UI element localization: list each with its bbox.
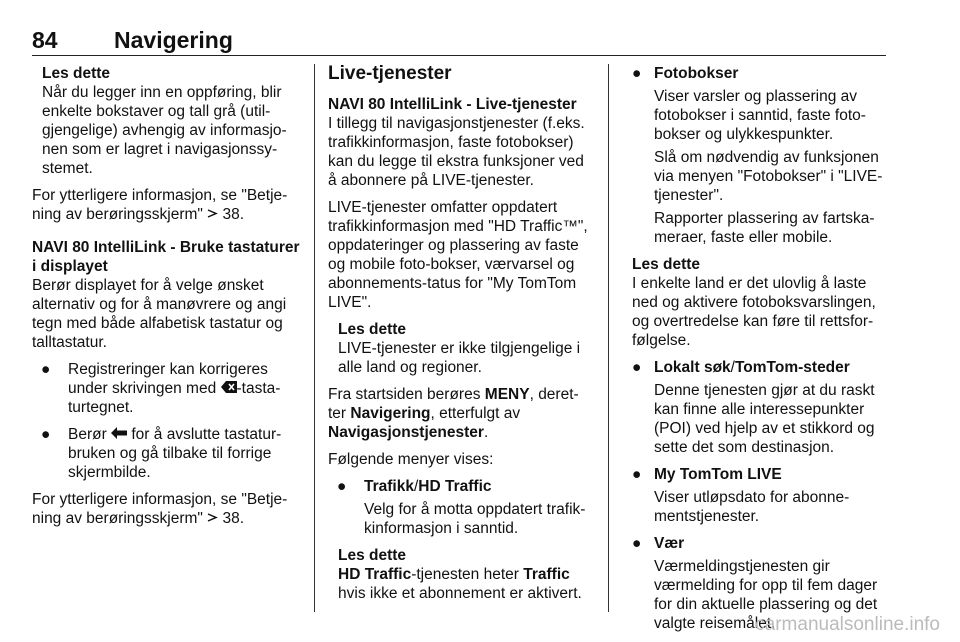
bullet-icon: ● — [632, 466, 642, 483]
note-text: LIVE-tjenester er ikke tilgjengelige i alle land og regioner. — [338, 340, 581, 376]
backspace-key-icon — [221, 379, 237, 398]
note-box — [42, 64, 302, 178]
note-box — [338, 320, 596, 377]
paragraph: Følgende menyer vises: — [328, 451, 494, 468]
menu-label: Navigasjonstjenester — [328, 424, 484, 441]
note-title: Les dette — [338, 321, 407, 338]
section-title: Live-tjenester — [328, 63, 452, 84]
back-arrow-icon — [111, 425, 127, 444]
column-2 — [328, 64, 596, 611]
column-divider — [608, 64, 609, 612]
paragraph: I tillegg til navigasjonstjenester (f.eks. trafikkinformasjon, faste fotobokser) kan du legge til ekstra funksjoner ved å abonnere på LIVE-tjenester. — [328, 115, 585, 189]
bullet-icon: ● — [632, 535, 642, 552]
watermark: carmanualsonline.info — [755, 614, 940, 635]
page-reference-icon — [207, 509, 218, 528]
column-1 — [32, 64, 302, 536]
page-header — [32, 27, 886, 56]
note-box: Les dette HD Traffic-tjenesten heter Traffic hvis ikke et abonnement er aktivert. — [338, 546, 596, 603]
paragraph: For ytterligere informasjon, se "Betje-ning av berøringsskjerm" 38. — [32, 187, 288, 223]
column-divider — [314, 64, 315, 612]
subheading: NAVI 80 IntelliLink - Bruke tastaturer i displayet — [32, 239, 300, 275]
chapter-title: Navigering — [114, 27, 233, 53]
bullet-icon: ● — [41, 426, 51, 443]
note-text: Når du legger inn en oppføring, blir enkelte bokstaver og tall grå (util-gjengelige) avhengig av informasjo-nen som er lagret i navigasjonssy-stemet. — [42, 84, 287, 177]
paragraph: Berør displayet for å velge ønsket alternativ og for å manøvrere og angi tegn med både alfabetisk tastatur og talltastatur. — [32, 277, 287, 351]
paragraph: Fra startsiden berøres MENY, deret-ter Navigering, etterfulgt av Navigasjonstjenester. — [328, 386, 579, 441]
list-item: ● Berør for å avslutte tastatur-bruken og gå tilbake til forrige skjermbilde. — [41, 426, 282, 481]
page-reference: 38. — [222, 510, 245, 527]
note-text: I enkelte land er det ulovlig å laste ned og aktivere fotoboksvarslingen, og overtredelse kan føre til rettsfor-følgelse. — [632, 275, 876, 349]
bullet-icon: ● — [632, 65, 642, 82]
list-item: ● Lokalt søk/TomTom-steder Denne tjenesten gjør at du raskt kan finne alle interessepunkter (POI) ved hjelp av et stikkord og sette det som destinasjon. — [632, 359, 875, 456]
column-3 — [632, 64, 890, 641]
menu-label: Navigering — [350, 405, 431, 422]
list-item: ● Fotobokser Viser varsler og plassering av fotobokser i sanntid, faste foto-bokser og ulykkespunkter. Slå om nødvendig av funksjonen via menyen "Fotobokser" i "LIVE-tjenester". Rapporter plassering av fartska-meraer, faste eller mobile. — [632, 65, 883, 246]
page-number: 84 — [32, 27, 58, 53]
note-title: Les dette — [338, 547, 407, 564]
note-box — [632, 255, 890, 350]
list-item: ● Registreringer kan korrigeres under skrivingen med -tasta-turtegnet. — [41, 361, 281, 416]
bullet-icon: ● — [632, 359, 642, 376]
bullet-icon: ● — [41, 361, 51, 378]
list-item: ● Trafikk/HD Traffic Velg for å motta oppdatert trafik-kinformasjon i sanntid. — [337, 478, 586, 537]
page-reference: 38. — [222, 206, 245, 223]
subheading: NAVI 80 IntelliLink - Live-tjenester — [328, 96, 577, 113]
bullet-icon: ● — [337, 478, 347, 495]
menu-label: MENY — [484, 386, 530, 403]
note-title: Les dette — [632, 256, 701, 273]
page-reference-icon — [207, 205, 218, 224]
paragraph: LIVE-tjenester omfatter oppdatert trafikkinformasjon med "HD Traffic™", oppdateringer og plassering av faste og mobile foto-bokser, værvarsel og abonnements-tatus for "My TomTom LIVE". — [328, 199, 588, 311]
list-item: ● My TomTom LIVE Viser utløpsdato for abonne-mentstjenester. — [632, 466, 850, 525]
paragraph: For ytterligere informasjon, se "Betje-ning av berøringsskjerm" 38. — [32, 491, 288, 527]
list-item: ● Vær Værmeldingstjenesten gir værmelding for opp til fem dager for din aktuelle plassering og det valgte reisemålet. — [632, 535, 878, 632]
note-title: Les dette — [42, 65, 111, 82]
